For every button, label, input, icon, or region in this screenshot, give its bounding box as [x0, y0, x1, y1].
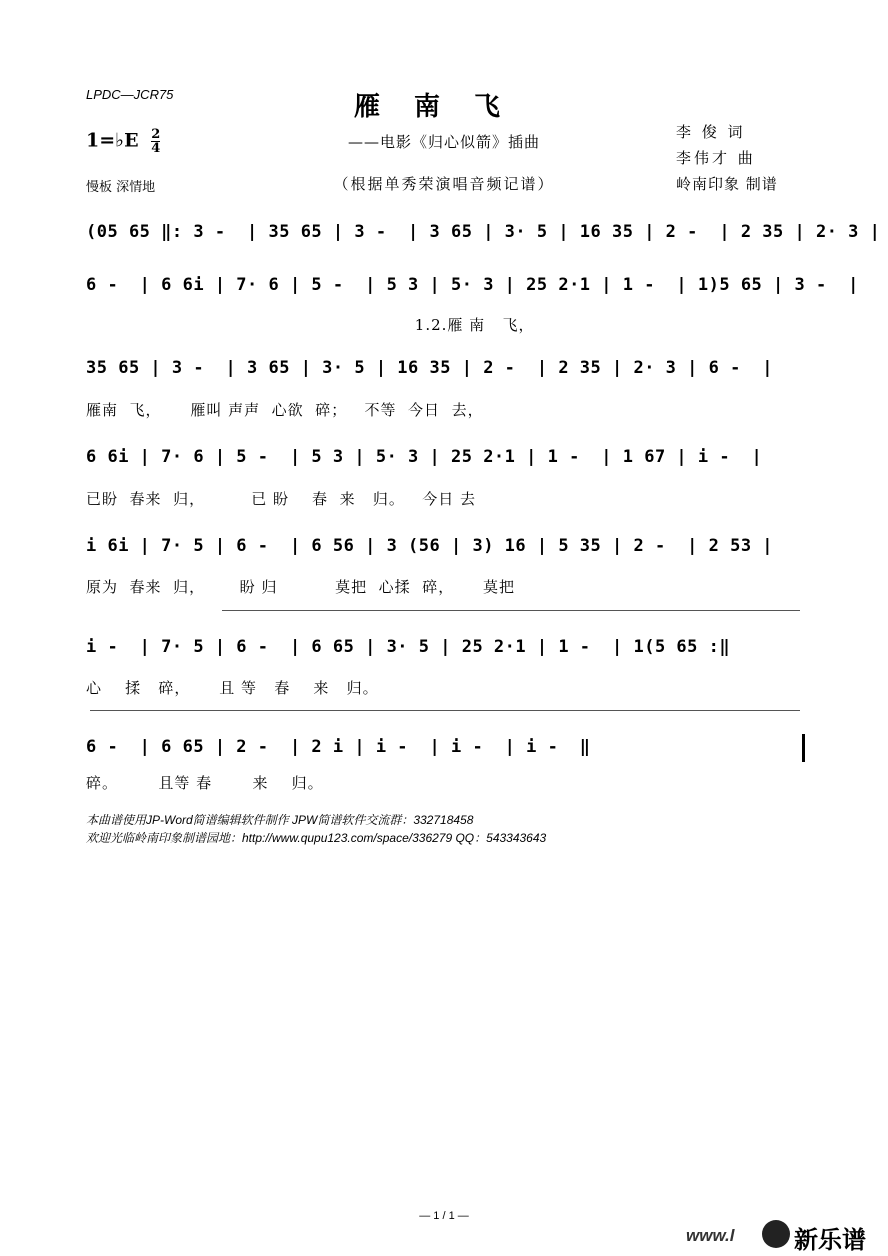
lyric-line-3: 雁南 飞， 雁叫 声声 心欲 碎； 不等 今日 去， [86, 401, 484, 419]
lyric-line-4: 已盼 春来 归， 已 盼 春 来 归。 今日 去 [86, 490, 476, 508]
lyric-line-5: 原为 春来 归， 盼 归 莫把 心揉 碎， 莫把 [86, 578, 516, 596]
source-note: （根据单秀荣演唱音频记谱） [333, 175, 555, 193]
arranger-credit: 岭南印象 制谱 [676, 175, 778, 193]
volta-2-bracket [90, 710, 800, 711]
footer-website-note: 欢迎光临岭南印象制谱园地：http://www.qupu123.com/space/336279 QQ：543343643 [86, 831, 547, 845]
watermark-url: www.l [686, 1226, 735, 1245]
score-line-2: 6 - | 6 6i | 7· 6 | 5 - | 5 3 | 5· 3 | 25 2·1 | 1 - | 1)5 65 | 3 - | [86, 275, 859, 295]
volta-1-bracket [222, 610, 800, 611]
score-code: LPDC—JCR75 [86, 87, 174, 102]
final-barline [802, 734, 805, 762]
subtitle: ——电影《归心似箭》插曲 [347, 133, 540, 151]
tempo-marking: 慢板 深情地 [86, 180, 156, 195]
score-line-6: i - | 7· 5 | 6 - | 6 65 | 3· 5 | 25 2·1 | 1 - | 1(5 65 :‖ [86, 637, 731, 657]
lyric-line-2: 1.2.雁 南 飞， [86, 316, 535, 334]
score-line-3: 35 65 | 3 - | 3 65 | 3· 5 | 16 35 | 2 - | 2 35 | 2· 3 | 6 - | [86, 358, 774, 378]
watermark-brand: 新乐谱 [794, 1226, 866, 1254]
page-number: — 1 / 1 — [419, 1210, 469, 1222]
composer-credit: 李伟才 曲 [676, 149, 756, 167]
score-line-7: 6 - | 6 65 | 2 - | 2 i | i - | i - | i - ‖ [86, 737, 591, 757]
time-bottom: 4 [151, 141, 161, 156]
time-top: 2 [151, 127, 161, 142]
footer-software-note: 本曲谱使用JP-Word简谱编辑软件制作 JPW简谱软件交流群：332718458 [86, 813, 474, 827]
song-title: 雁南飞 [353, 92, 534, 122]
score-line-1: (05 65 ‖: 3 - | 35 65 | 3 - | 3 65 | 3· 5 | 16 35 | 2 - | 2 35 | 2· 3 | [86, 222, 881, 242]
lyric-line-6: 心 揉 碎， 且 等 春 来 归。 [86, 679, 379, 697]
watermark-logo-icon [762, 1220, 790, 1248]
lyric-line-7: 碎。 且等 春 来 归。 [86, 774, 324, 792]
score-line-4: 6 6i | 7· 6 | 5 - | 5 3 | 5· 3 | 25 2·1 | 1 - | 1 67 | i - | [86, 447, 763, 467]
score-line-5: i 6i | 7· 5 | 6 - | 6 56 | 3 (56 | 3) 16 | 5 35 | 2 - | 2 53 | [86, 536, 774, 556]
lyricist-credit: 李 俊 词 [676, 123, 746, 141]
key-label: 1=♭E [86, 129, 139, 152]
